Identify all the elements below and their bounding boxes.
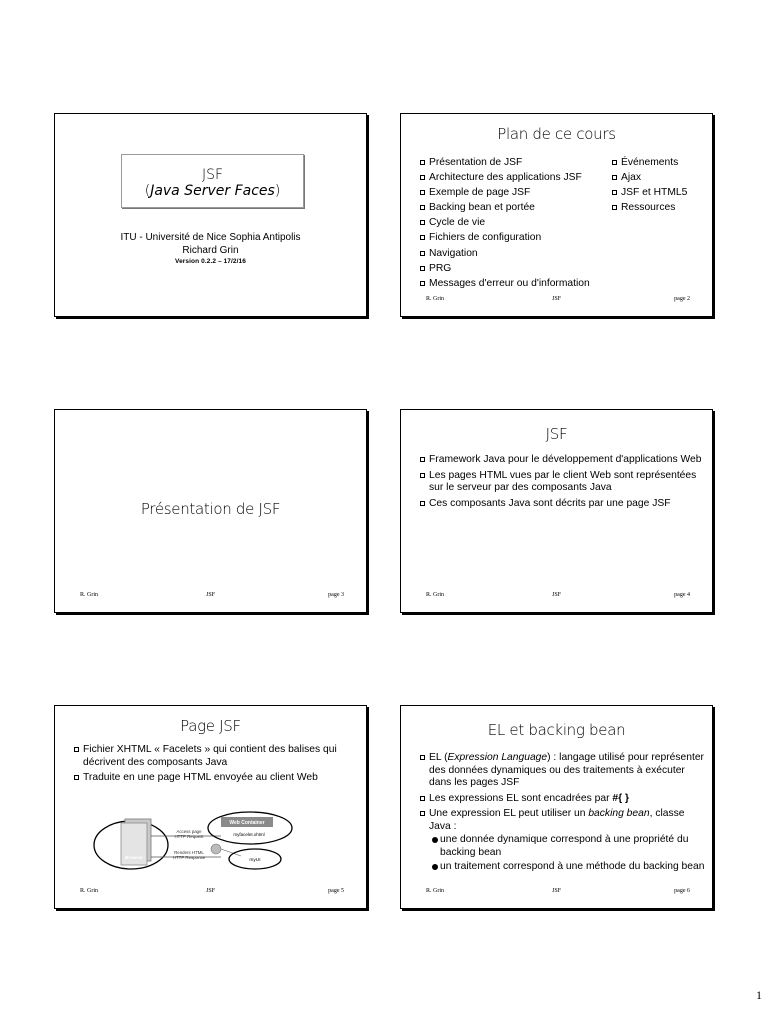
plan-item: Événements	[612, 157, 712, 170]
gear-icon	[211, 844, 221, 854]
slide-title: EL et backing bean	[487, 721, 626, 739]
facelet-label: myfacelet.xhtml	[233, 832, 265, 837]
presentation-info	[55, 231, 366, 267]
plan-item: Cycle de vie	[420, 217, 620, 230]
title-box	[121, 154, 304, 208]
sub-list-item: une donnée dynamique correspond à une propriété du backing bean	[429, 834, 705, 859]
list-item: EL (Expression Language) : langage utilisé pour représenter des données dynamiques ou des traitements à exécuter dans les pages JSF	[420, 752, 705, 790]
browser-label: Browser	[124, 855, 144, 860]
slide-plan	[400, 113, 713, 317]
slide-footer: R. Grin JSF page 4	[426, 592, 690, 598]
ui-label: myUI	[249, 858, 261, 863]
slide-jsf	[400, 409, 713, 613]
slide-title	[54, 113, 367, 317]
list-item: Traduite en une page HTML envoyée au client Web	[74, 772, 359, 785]
slide-title: JSF	[545, 425, 568, 443]
plan-item: PRG	[420, 263, 620, 276]
plan-item: Ajax	[612, 172, 712, 185]
author: Richard Grin	[182, 245, 239, 256]
slide-footer: R. Grin JSF page 3	[80, 592, 344, 598]
container-label: Web Container	[229, 820, 265, 826]
architecture-diagram	[93, 811, 333, 891]
el-bullet-list	[420, 752, 705, 877]
jsf-bullet-list	[420, 454, 705, 513]
el-delimiter: #{ }	[612, 792, 629, 804]
institution: ITU - Université de Nice Sophia Antipolis	[120, 232, 301, 243]
response-label-2: HTTP Response	[172, 855, 206, 860]
plan-right-list	[612, 157, 712, 217]
sub-list-item: un traitement correspond à une méthode du backing bean	[429, 861, 705, 874]
slide-title: Présentation de JSF	[140, 500, 281, 518]
plan-item: Ressources	[612, 202, 712, 215]
list-item: Ces composants Java sont décrits par une page JSF	[420, 498, 705, 511]
plan-item: Backing bean et portée	[420, 202, 620, 215]
plan-item: JSF et HTML5	[612, 187, 712, 200]
request-label-2: HTTP Request	[174, 834, 204, 839]
request-label-1: Access page	[176, 829, 202, 834]
plan-left-list	[420, 157, 620, 293]
plan-item: Navigation	[420, 248, 620, 261]
el-sub-list	[429, 834, 705, 874]
page-jsf-bullet-list	[74, 744, 359, 788]
response-label-1: Renders HTML	[174, 850, 204, 855]
plan-item: Fichiers de configuration	[420, 232, 620, 245]
slide-footer: R. Grin JSF page 2	[426, 296, 690, 302]
slide-title: Plan de ce cours	[497, 125, 616, 143]
version: Version 0.2.2 – 17/2/16	[175, 258, 246, 265]
page-number: 1	[756, 988, 762, 1002]
slide-title-text: JSF	[201, 167, 224, 183]
slide-title: Page JSF	[180, 717, 241, 735]
slide-footer: R. Grin JSF page 6	[426, 888, 690, 894]
list-item: Framework Java pour le développement d'applications Web	[420, 454, 705, 467]
plan-item: Messages d'erreur ou d'information	[420, 278, 620, 291]
list-item: Les expressions EL sont encadrées par #{ }	[420, 793, 705, 806]
plan-item: Exemple de page JSF	[420, 187, 620, 200]
list-item: Fichier XHTML « Facelets » qui contient des balises qui décrivent des composants Java	[74, 744, 359, 769]
slide-subtitle: (Java Server Faces)	[144, 183, 281, 199]
container-ellipse	[208, 812, 292, 844]
list-item: Les pages HTML vues par le client Web sont représentées sur le serveur par des composants Java	[420, 470, 705, 495]
slide-page-jsf	[54, 705, 367, 909]
list-item: Une expression EL peut utiliser un backing bean, classe Java : une donnée dynamique correspond à une propriété du backing bean un traitement correspond à une méthode du backing bean	[420, 808, 705, 874]
slide-el-backing-bean	[400, 705, 713, 909]
slide-footer: R. Grin JSF page 5	[80, 888, 344, 894]
plan-item: Présentation de JSF	[420, 157, 620, 170]
slide-presentation	[54, 409, 367, 613]
plan-item: Architecture des applications JSF	[420, 172, 620, 185]
